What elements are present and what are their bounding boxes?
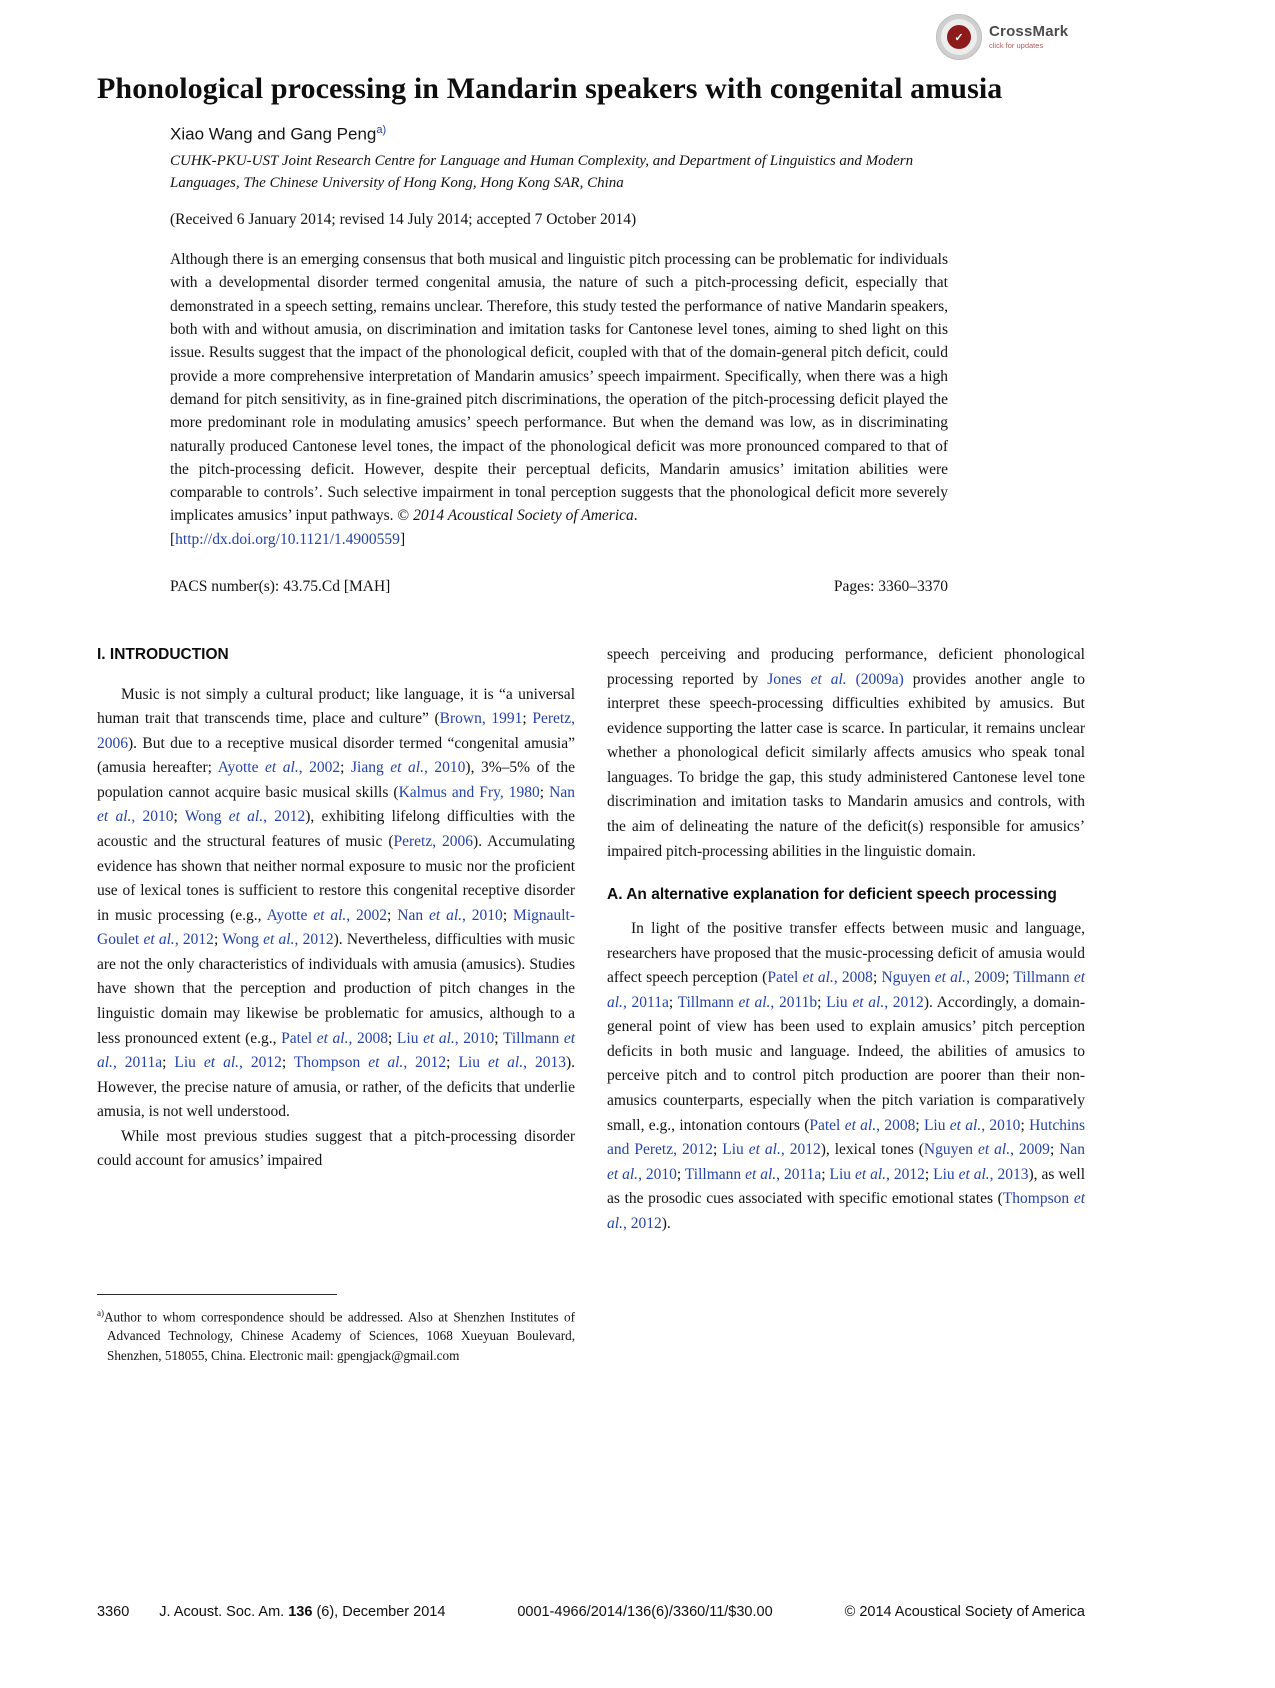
text-run: 2014 Acoustical Society of America xyxy=(413,507,634,525)
text-run: ; xyxy=(1005,969,1014,987)
text-run: J. Acoust. Soc. Am. xyxy=(159,1604,289,1620)
citation-link[interactable]: et al. xyxy=(429,906,463,924)
citation-link[interactable]: Ayotte xyxy=(217,759,266,777)
text-run: Although there is an emerging consensus that both musical and linguistic pitch processing can be problematic for individuals with a developmental disorder termed congenital amusia, the nature of such a pitch-processing deficit, especially that demonstrated in a speech setting, remains unclear. Therefore, this study tested the performance of native Mandarin speakers, both with and without amusia, on discrimination and imitation tasks for Cantonese level tones, aiming to shed light on this issue. Results suggest that the impact of the phonological deficit, coupled with that of the domain-general pitch deficit, could provide a more comprehensive interpretation of Mandarin amusics’ speech impairment. Specifically, when there was a high demand for pitch sensitivity, as in fine-grained pitch discriminations, the operation of the pitch-processing deficit played the more predominant role in modulating amusics’ speech performance. But when the demand was low, as in discriminating naturally produced Cantonese level tones, the impact of the phonological deficit was more pronounced compared to that of the pitch-processing deficit. However, despite their perceptual deficits, Mandarin amusics’ imitation abilities were comparable to controls’. Such selective impairment in tonal perception suggests that the phonological deficit more severely implicates amusics’ input pathways. © xyxy=(170,251,948,525)
text-run: ; xyxy=(712,1141,723,1159)
section-a-paragraph-1 xyxy=(607,917,1085,1236)
citation-link[interactable]: Liu xyxy=(396,1029,424,1047)
text-run: ; xyxy=(539,783,550,801)
citation-link[interactable]: Tillmann xyxy=(684,1165,746,1183)
citation-link[interactable]: Liu xyxy=(923,1116,950,1134)
citation-link[interactable]: , 2008 xyxy=(833,969,873,987)
crossmark-text xyxy=(989,24,1068,51)
footnote-mark: a) xyxy=(97,1307,104,1318)
text-run: ; xyxy=(162,1054,175,1072)
citation-link[interactable]: et al. xyxy=(949,1116,982,1134)
citation-link[interactable]: et al. xyxy=(934,969,967,987)
authors-text: Xiao Wang and Gang Peng xyxy=(170,124,377,144)
pacs-row xyxy=(170,578,948,596)
section-heading-introduction: I. INTRODUCTION xyxy=(97,646,229,664)
citation-link[interactable]: Nan xyxy=(1059,1141,1086,1159)
citation-link[interactable]: Brown, 1991 xyxy=(439,710,523,728)
citation-link[interactable]: , 2008 xyxy=(348,1029,388,1047)
citation-link[interactable]: Liu xyxy=(829,1165,855,1183)
text-run: . xyxy=(633,507,638,525)
citation-link[interactable]: , 2011b xyxy=(770,993,818,1011)
citation-link[interactable]: Thompson xyxy=(293,1054,369,1072)
citation-link[interactable]: Kalmus and Fry, 1980 xyxy=(398,783,540,801)
citation-link[interactable]: Hutchins and Peretz, 2012 xyxy=(607,1116,1086,1159)
citation-link[interactable]: et al. xyxy=(203,1054,240,1072)
text-run: ). But due to a receptive musical disorder termed “congenital amusia” (amusia hereafter; xyxy=(97,734,575,777)
intro-paragraph-1 xyxy=(97,683,575,1125)
citation-link[interactable]: , 2012 xyxy=(403,1054,447,1072)
text-run: provides another angle to interpret these speech-processing difficulties exhibited by amusics. But evidence supporting the latter case is scarce. In particular, it remains unclear whether a phonological deficit similarly affects amusics who speak tonal languages. To bridge the gap, this study administered Cantonese level tone discrimination and imitation tasks to Mandarin amusics and controls, with the aim of delineating the nature of the deficit(s) responsible for amusics’ impaired pitch-processing abilities in the linguistic domain. xyxy=(607,670,1086,860)
citation-link[interactable]: , 2010 xyxy=(423,759,466,777)
section-heading-a: A. An alternative explanation for deficient speech processing xyxy=(607,886,1057,904)
text-run: ). Accumulating evidence has shown that neither normal exposure to music nor the proficient use of lexical tones is sufficient to restore this congenital receptive disorder in music processing (e.g., xyxy=(97,833,575,924)
citation-link[interactable]: et al. xyxy=(844,1116,877,1134)
citation-link[interactable]: , 2002 xyxy=(346,906,388,924)
citation-link[interactable]: , 2009 xyxy=(966,969,1006,987)
article-title: Phonological processing in Mandarin speakers with congenital amusia xyxy=(97,72,1003,105)
text-run: ; xyxy=(387,906,398,924)
citation-link[interactable]: Liu xyxy=(933,1165,959,1183)
citation-link[interactable]: , 2010 xyxy=(454,1029,495,1047)
footnote-body: Author to whom correspondence should be addressed. Also at Shenzhen Institutes of Advanced Technology, Chinese Academy of Sciences, 1068 Xueyuan Boulevard, Shenzhen, 518055, China. Electronic mail: gpengjack@gmail.com xyxy=(104,1308,575,1363)
text-run: Music is not simply a cultural product; like language, it is “a universal human trait that transcends time, place and culture” ( xyxy=(97,685,575,728)
text-run: In light of the positive transfer effects between music and language, researchers have proposed that the music-processing deficit of amusia would affect speech perception ( xyxy=(607,920,1085,987)
citation-link[interactable]: , 2012 xyxy=(239,1054,282,1072)
text-run: ). xyxy=(661,1214,671,1232)
article-body xyxy=(97,643,1085,1365)
text-run: ; xyxy=(1020,1116,1030,1134)
author-line xyxy=(170,124,948,145)
text-run: ), lexical tones ( xyxy=(820,1141,924,1159)
citation-link[interactable]: et al. xyxy=(368,1054,404,1072)
footer-issn-code: 0001-4966/2014/136(6)/3360/11/$30.00 xyxy=(517,1604,773,1620)
citation-link[interactable]: Patel xyxy=(809,1116,845,1134)
text-run: ). However, the precise nature of amusia, or rather, of the deficits that underlie amusia, is not well understood. xyxy=(97,1054,575,1121)
text-run: ; xyxy=(1049,1141,1060,1159)
citation-link[interactable]: , 2012 xyxy=(263,808,306,826)
citation-link[interactable]: , 2009 xyxy=(1010,1141,1050,1159)
crossmark-badge[interactable] xyxy=(936,14,1068,60)
text-run: While most previous studies suggest that a pitch-processing disorder could account for amusics’ impaired xyxy=(97,1127,575,1170)
citation-link[interactable]: , 2013 xyxy=(523,1054,566,1072)
text-run: ; xyxy=(281,1054,294,1072)
text-run: ; xyxy=(173,808,185,826)
citation-link[interactable]: , 2012 xyxy=(780,1141,821,1159)
citation-link[interactable]: , 2011a xyxy=(776,1165,822,1183)
citation-link[interactable]: Nguyen xyxy=(923,1141,978,1159)
text-run: ), exhibiting lifelong difficulties with the acoustic and the structural features of music ( xyxy=(97,808,576,851)
left-column xyxy=(97,643,575,1365)
citation-link[interactable]: Nguyen xyxy=(881,969,935,987)
front-matter xyxy=(170,124,948,596)
citation-link[interactable]: et al. xyxy=(958,1165,990,1183)
citation-link[interactable]: et al. xyxy=(97,1029,576,1072)
citation-link[interactable]: , 2011a xyxy=(622,993,669,1011)
citation-link[interactable]: Mignault-Goulet xyxy=(97,906,576,949)
citation-link[interactable]: et al. xyxy=(738,993,771,1011)
text-run: ] xyxy=(399,530,406,548)
text-run: ). Accordingly, a domain-general point of view has been used to explain amusics’ pitch perception deficits in both music and language. Indeed, the abilities of amusics to perceive pitch and to control pitch production are poorer than their non-amusics counterparts, especially when the pitch variation is comparatively small, e.g., intonation contours ( xyxy=(607,993,1085,1134)
footer-journal-citation xyxy=(159,1604,445,1620)
crossmark-label: CrossMark xyxy=(989,22,1069,40)
affiliation-text: CUHK-PKU-UST Joint Research Centre for Language and Human Complexity, and Department of Linguistics and Modern Languages, The Chinese University of Hong Kong, Hong Kong SAR, China xyxy=(170,153,914,191)
continuation-paragraph xyxy=(607,643,1085,864)
citation-link[interactable]: , 2010 xyxy=(131,808,174,826)
citation-link[interactable]: , 2012 xyxy=(622,1214,662,1232)
page-footer xyxy=(97,1604,1085,1620)
text-run: ), as well as the prosodic cues associated with specific emotional states ( xyxy=(607,1165,1085,1208)
citation-link[interactable]: Liu xyxy=(174,1054,204,1072)
citation-link[interactable]: Peretz, 2006 xyxy=(97,710,575,752)
crossmark-inner-circle-icon xyxy=(947,25,971,49)
citation-link[interactable]: et al. xyxy=(802,969,834,987)
text-run: ; xyxy=(340,759,352,777)
text-run: [ xyxy=(170,530,176,548)
text-run: ; xyxy=(522,710,533,728)
citation-link[interactable]: , 2010 xyxy=(981,1116,1021,1134)
citation-link[interactable]: Tillmann xyxy=(502,1029,564,1047)
text-run: ; xyxy=(388,1029,397,1047)
author-footnote xyxy=(97,1294,575,1366)
text-run: ), 3%–5% of the population cannot acquire basic musical skills ( xyxy=(97,759,576,801)
citation-link[interactable]: et al. xyxy=(265,759,299,777)
citation-link[interactable]: , 2012 xyxy=(884,993,924,1011)
citation-link[interactable]: , 2013 xyxy=(989,1165,1029,1183)
citation-link[interactable]: et al. xyxy=(977,1141,1011,1159)
text-run: ; xyxy=(821,1165,830,1183)
citation-link[interactable]: Wong xyxy=(184,808,229,826)
crossmark-check-icon: ✓ xyxy=(954,31,964,44)
text-run: ; xyxy=(676,1165,685,1183)
footer-left-cluster xyxy=(97,1604,445,1620)
crossmark-logo-icon xyxy=(936,14,982,60)
citation-link[interactable]: Nan xyxy=(549,783,575,801)
text-run: ; xyxy=(668,993,678,1011)
citation-link[interactable]: et al. xyxy=(745,1165,777,1183)
citation-link[interactable]: et al. xyxy=(607,1190,1085,1232)
citation-link[interactable]: et al. xyxy=(143,931,175,949)
citation-link[interactable]: et al. xyxy=(423,1029,455,1047)
received-dates: (Received 6 January 2014; revised 14 July 2014; accepted 7 October 2014) xyxy=(170,211,637,229)
citation-link[interactable]: et al. xyxy=(487,1054,524,1072)
doi-link[interactable]: http://dx.doi.org/10.1121/1.4900559 xyxy=(175,530,400,548)
citation-link[interactable]: Patel xyxy=(767,969,803,987)
text-run: speech perceiving and producing performance, deficient phonological processing reported by xyxy=(607,646,1085,688)
text-run: ; xyxy=(924,1165,934,1183)
text-run: 136 xyxy=(288,1604,313,1620)
pacs-number: PACS number(s): 43.75.Cd [MAH] xyxy=(170,578,391,596)
citation-link[interactable]: et al. xyxy=(854,1165,887,1183)
citation-link[interactable]: et al. xyxy=(97,808,132,826)
text-run: ; xyxy=(502,906,514,924)
text-run: (6), December 2014 xyxy=(312,1604,446,1620)
citation-link[interactable]: et al. xyxy=(316,1029,349,1047)
citation-link[interactable]: et al. xyxy=(263,931,295,949)
citation-link[interactable]: et al. xyxy=(607,1165,639,1183)
citation-link[interactable]: , 2010 xyxy=(638,1165,677,1183)
text-run: ; xyxy=(915,1116,924,1134)
citation-link[interactable]: Ayotte xyxy=(266,906,314,924)
citation-link[interactable]: , 2010 xyxy=(462,906,503,924)
citation-link[interactable]: Jiang xyxy=(351,759,391,777)
citation-link[interactable]: , 2012 xyxy=(174,931,214,949)
citation-link[interactable]: , 2011a xyxy=(112,1054,163,1072)
footnote-divider xyxy=(97,1294,337,1295)
citation-link[interactable]: Tillmann xyxy=(1013,969,1074,987)
citation-link[interactable]: , 2008 xyxy=(876,1116,916,1134)
pages-range: Pages: 3360–3370 xyxy=(833,578,948,596)
citation-link[interactable]: Patel xyxy=(281,1029,317,1047)
citation-link[interactable]: Liu xyxy=(458,1054,488,1072)
abstract-text xyxy=(170,248,948,528)
citation-link[interactable]: Wong xyxy=(222,931,264,949)
text-run: ; xyxy=(872,969,882,987)
citation-link[interactable]: et al. xyxy=(748,1141,781,1159)
text-run: ; xyxy=(446,1054,459,1072)
footer-copyright: © 2014 Acoustical Society of America xyxy=(844,1604,1085,1620)
text-run: ; xyxy=(817,993,827,1011)
text-run: ). Nevertheless, difficulties with music are not the only characteristics of individuals with amusia (amusics). Studies have shown that the perception and production of pitch changes in the linguistic domain may likewise be problematic for amusics, although to a less pronounced extent (e.g., xyxy=(97,931,576,1047)
citation-link[interactable]: Nan xyxy=(397,906,429,924)
doi-line xyxy=(170,528,948,551)
citation-link[interactable]: Liu xyxy=(722,1141,749,1159)
citation-link[interactable]: Tillmann xyxy=(677,993,739,1011)
citation-link[interactable]: (2009a) xyxy=(846,670,904,688)
citation-link[interactable]: et al. xyxy=(313,906,347,924)
citation-link[interactable]: et al. xyxy=(228,808,264,826)
text-run: ; xyxy=(494,1029,503,1047)
footnote-text xyxy=(97,1307,575,1366)
citation-link[interactable]: , 2012 xyxy=(886,1165,925,1183)
crossmark-sublabel: click for updates xyxy=(989,41,1044,51)
footer-page-number: 3360 xyxy=(97,1604,130,1620)
citation-link[interactable]: Jones xyxy=(767,670,811,688)
citation-link[interactable]: et al. xyxy=(810,670,847,688)
right-column xyxy=(607,643,1085,1365)
citation-link[interactable]: et al. xyxy=(390,759,424,777)
citation-link[interactable]: et al. xyxy=(852,993,885,1011)
intro-paragraph-2 xyxy=(97,1125,575,1174)
citation-link[interactable]: , 2002 xyxy=(298,759,341,777)
citation-link[interactable]: et al. xyxy=(607,969,1086,1011)
text-run: ; xyxy=(213,931,223,949)
author-footnote-mark[interactable]: a) xyxy=(376,123,387,136)
citation-link[interactable]: Liu xyxy=(826,993,853,1011)
citation-link[interactable]: Thompson xyxy=(1002,1190,1074,1208)
citation-link[interactable]: Peretz, 2006 xyxy=(393,833,474,851)
citation-link[interactable]: , 2012 xyxy=(294,931,334,949)
